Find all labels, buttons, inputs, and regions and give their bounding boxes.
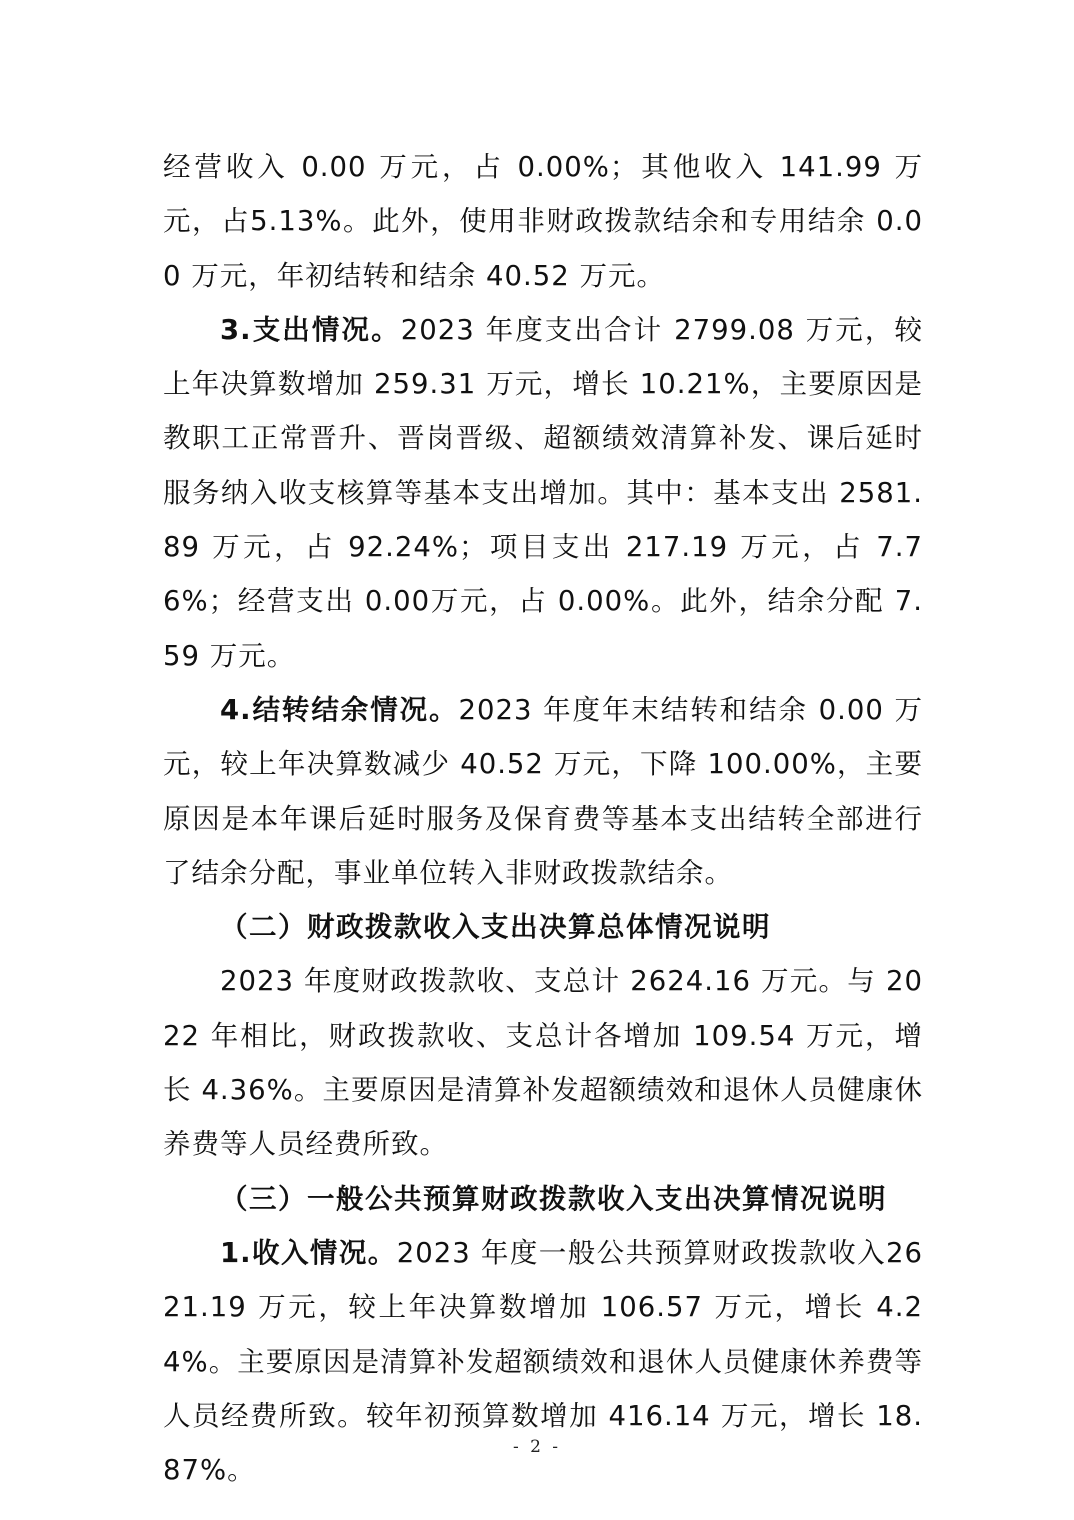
paragraph-lead: 1.收入情况。 <box>220 1236 397 1269</box>
page-number: - 2 - <box>512 1437 562 1457</box>
paragraph-lead: 3.支出情况。 <box>220 313 401 346</box>
paragraph-fiscal-overall <box>163 954 923 1171</box>
heading-text: （二）财政拨款收入支出决算总体情况说明 <box>220 911 771 944</box>
paragraph-text: 2023 年度支出合计 2799.08 万元，较上年决算数增加 259.31 万元，增长 10.21%，主要原因是教职工正常晋升、晋岗晋级、超额绩效清算补发、课后延时服务纳入收支核算等基本支出增加。其中：基本支出 2581.89 万元，占 92.24%；项目支出 217.19 万元，占 7.76%；经营支出 0.00万元，占 0.00%。此外，结余分配 7.59 万元。 <box>163 313 923 672</box>
paragraph-lead: 4.结转结余情况。 <box>220 693 459 726</box>
paragraph-expenditure <box>163 303 923 683</box>
paragraph-text: 经营收入 0.00 万元，占 0.00%；其他收入 141.99 万元，占5.13%。此外，使用非财政拨款结余和专用结余 0.00 万元，年初结转和结余 40.52 万元。 <box>163 151 923 292</box>
paragraph-text: 2023 年度年末结转和结余 0.00 万元，较上年决算数减少 40.52 万元，下降 100.00%，主要原因是本年课后延时服务及保育费等基本支出结转全部进行了结余分配，事业单位转入非财政拨款结余。 <box>163 693 923 889</box>
body-text <box>163 140 923 1497</box>
section-heading-general-budget <box>163 1172 923 1226</box>
paragraph-carryover-balance <box>163 683 923 900</box>
paragraph-text: 2023 年度一般公共预算财政拨款收入2621.19 万元，较上年决算数增加 106.57 万元，增长 4.24%。主要原因是清算补发超额绩效和退休人员健康休养费等人员经费所致。较年初预算数增加 416.14 万元，增长 18.87%。 <box>163 1236 923 1487</box>
heading-text: （三）一般公共预算财政拨款收入支出决算情况说明 <box>220 1182 887 1215</box>
section-heading-fiscal-overall <box>163 900 923 954</box>
paragraph-text: 2023 年度财政拨款收、支总计 2624.16 万元。与 2022 年相比，财政拨款收、支总计各增加 109.54 万元，增长 4.36%。主要原因是清算补发超额绩效和退休人员健康休养费等人员经费所致。 <box>163 965 923 1161</box>
paragraph-income-continuation <box>163 140 923 303</box>
